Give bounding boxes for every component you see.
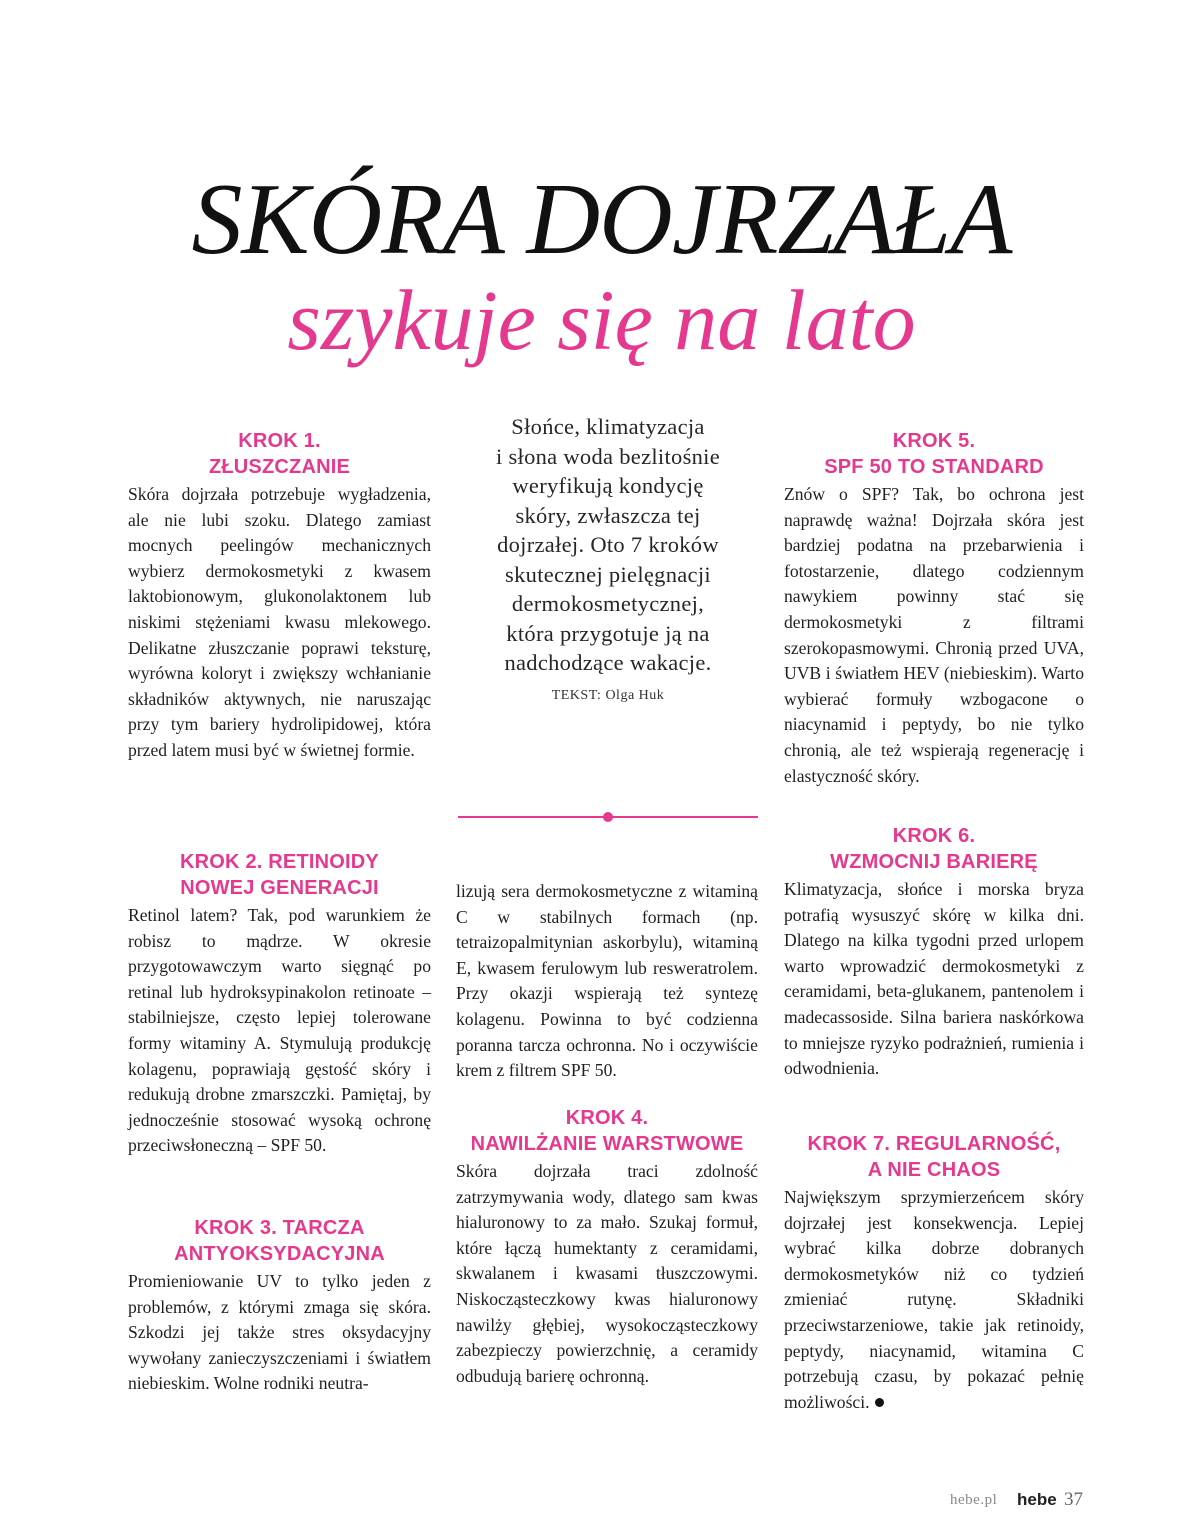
step-3-heading [128, 1215, 431, 1267]
intro-line: skóry, zwłaszcza tej [515, 502, 701, 528]
intro-line: weryfikują kondycję [512, 473, 704, 498]
column-left-step-2 [128, 849, 431, 1159]
step-2-heading [128, 849, 431, 901]
step-1-heading-line: KROK 1. [238, 430, 321, 452]
footer-url: hebe.pl [950, 1492, 998, 1508]
intro-line: dermokosmetycznej, [511, 591, 705, 616]
step-2-heading-line: KROK 2. RETINOIDY [180, 851, 379, 873]
step-4-text: Skóra dojrzała traci zdolność zatrzymywania wody, dlatego sam kwas hialuronowy to za mało. Szukaj formuł, które łączą humektanty z ceramidami, skwalanem i kwasami tłuszczowymi. Niskocząsteczkowy kwas hialuronowy nawilży głębiej, wysokocząsteczkowy zabezpieczy powierzchnię, a ceramidy odbudują barierę ochronną. [456, 1161, 758, 1386]
step-6-text: Klimatyzacja, słońce i morska bryza potrafią wysuszyć skórę w kilka dni. Dlatego na kilka tygodni przed urlopem warto wprowadzić dermokosmetyki z ceramidami, beta-glukanem, pantenolem i madecassoside. Silna bariera naskórkowa to mniejsze ryzyko podrażnień, rumienia i odwodnienia. [784, 879, 1084, 1079]
intro-line: nadchodzące wakacje. [504, 650, 712, 675]
column-left-step-3 [128, 1215, 431, 1397]
step-3-heading-line: ANTYOKSYDACYJNA [174, 1243, 385, 1265]
column-left [128, 428, 431, 764]
step-5-heading-line: SPF 50 TO STANDARD [824, 456, 1044, 478]
author-credit: TEKST: Olga Huk [551, 687, 665, 703]
end-mark-icon [875, 1398, 884, 1407]
step-7-heading [784, 1131, 1084, 1183]
step-6-heading-line: WZMOCNIJ BARIERĘ [830, 851, 1038, 873]
intro-line: Słońce, klimatyzacja [511, 414, 705, 439]
column-middle-continuation [456, 879, 758, 1084]
intro-line: skutecznej pielęgnacji [505, 561, 711, 587]
footer-logo: hebe [1017, 1490, 1057, 1509]
step-7-text [784, 1185, 1084, 1415]
step-1-heading [128, 428, 431, 480]
column-middle-step-4 [456, 1105, 758, 1389]
intro-line: która przygotuje ją na [506, 620, 710, 646]
step-4-heading [456, 1105, 758, 1157]
step-7-text-body: Największym sprzymierzeńcem skóry dojrzałej jest konsekwencja. Lepiej wybrać kilka dobrze dobranych dermokosmetyków niż co tydzień zmieniać rutynę. Składniki przeciwstarzeniowe, takie jak retinoidy, peptydy, niacynamid, witamina C potrzebują czasu, by pokazać pełnię możliwości. [784, 1187, 1084, 1412]
step-3-text: Promieniowanie UV to tylko jeden z problemów, z którymi zmaga się skóra. Szkodzi jej także stres oksydacyjny wywołany zanieczyszczeniami i światłem niebieskim. Wolne rodniki neutra- [128, 1271, 431, 1394]
step-1-text: Skóra dojrzała potrzebuje wygładzenia, ale nie lubi szoku. Dlatego zamiast mocnych peelingów mechanicznych wybierz dermokosmetyki z kwasem laktobionowym, glukonolaktonem lub niskimi stężeniami kwasu mlekowego. Delikatne złuszczanie poprawi teksturę, wyrówna koloryt i zwiększy wchłanianie składników aktywnych, nie naruszając przy tym bariery hydrolipidowej, która przed latem musi być w świetnej formie. [128, 484, 431, 760]
step-5-heading [784, 428, 1084, 480]
step-4-heading-line: KROK 4. [565, 1107, 649, 1129]
step-3-heading-line: KROK 3. TARCZA [194, 1217, 365, 1239]
page-footer [950, 1488, 1090, 1518]
step-5-text: Znów o SPF? Tak, bo ochrona jest naprawdę ważna! Dojrzała skóra jest bardziej podatna na przebarwienia i fotostarzenie, dlatego codziennym nawykiem powinny stać się dermokosmetyki z filtrami szerokopasmowymi. Chronią przed UVA, UVB i światłem HEV (niebieskim). Warto wybierać formuły wzbogacone o niacynamid i peptydy, bo nie tylko chronią, ale też wspierają regenerację i elastyczność skóry. [784, 484, 1084, 786]
intro-line: dojrzałej. Oto 7 kroków [497, 532, 719, 557]
step-3-continued-text: lizują sera dermokosmetyczne z witaminą C w stabilnych formach (np. tetraizopalmitynian askorbylu), witaminą E, kwasem ferulowym lub resweratrolem. Przy okazji wspierają też syntezę kolagenu. Powinna to być codzienna poranna tarcza ochronna. No i oczywiście krem z filtrem SPF 50. [456, 881, 758, 1081]
intro-line: i słona woda bezlitośnie [495, 443, 721, 469]
step-7-heading-line: KROK 7. REGULARNOŚĆ, [807, 1133, 1061, 1155]
column-right-step-7 [784, 1131, 1084, 1415]
intro-lead [458, 412, 758, 704]
step-7-heading-line: A NIE CHAOS [867, 1159, 1001, 1181]
article-title: SKÓRA DOJRZAŁA [191, 163, 1012, 276]
step-6-heading [784, 823, 1084, 875]
column-right-step-6 [784, 823, 1084, 1082]
step-2-heading-line: NOWEJ GENERACJI [180, 877, 379, 899]
divider-dot [603, 812, 613, 822]
step-6-heading-line: KROK 6. [892, 825, 976, 847]
step-5-heading-line: KROK 5. [892, 430, 976, 452]
page-number: 37 [1064, 1489, 1083, 1510]
column-right-step-5 [784, 428, 1084, 789]
step-2-text: Retinol latem? Tak, pod warunkiem że robisz to mądrze. W okresie przygotowawczym warto sięgnąć po retinal lub hydroksypinakolon retinoate – stabilniejsze, często lepiej tolerowane formy witaminy A. Stymulują produkcję kolagenu, poprawiają gęstość skóry i redukują drobne zmarszczki. Pamiętaj, by jednocześnie stosować wysoką ochronę przeciwsłoneczną – SPF 50. [128, 905, 431, 1156]
step-4-heading-line: NAWILŻANIE WARSTWOWE [470, 1133, 744, 1155]
article-subtitle: szykuje się na lato [287, 272, 916, 368]
step-1-heading-line: ZŁUSZCZANIE [208, 456, 351, 478]
